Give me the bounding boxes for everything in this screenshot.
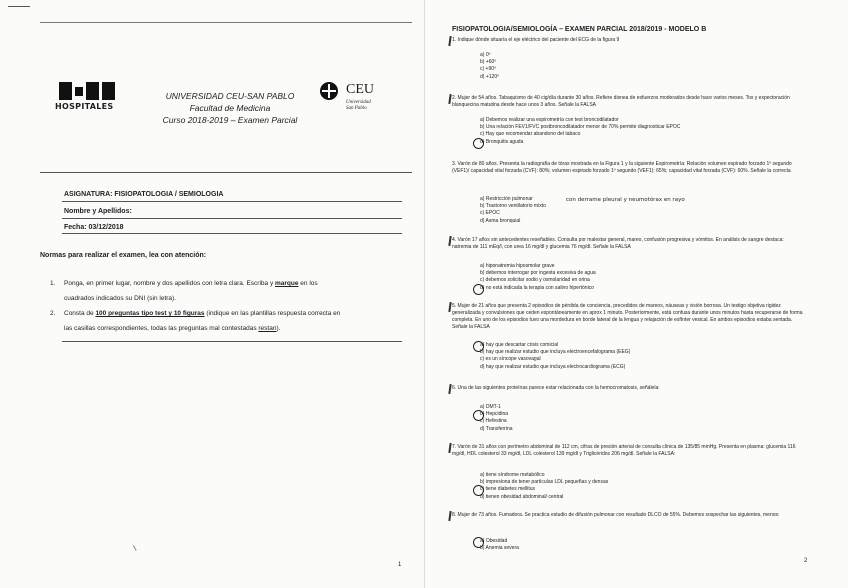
handwritten-annotation-q3: con derrame pleural y neumotórax en rayo: [566, 197, 685, 203]
date-field: Fecha: 03/12/2018: [64, 224, 124, 231]
option-q7-c[interactable]: c) tiene diabetes mellitus: [480, 486, 608, 493]
option-q8-b[interactable]: b) Anemia severa: [480, 545, 519, 552]
option-q5-a[interactable]: a) hay que descartar crisis comicial: [480, 342, 630, 349]
option-q6-d[interactable]: d) Transferrina: [480, 425, 513, 432]
university-block: [152, 90, 308, 126]
instruction-2: 2. Consta de 100 preguntas tipo test y 10 figuras (indique en las plantillas respuesta correcta en las casillas correspondientes, todas las preguntas mal contestadas restan).: [50, 310, 341, 332]
option-q3-b[interactable]: b) Trastorno ventilatorio mixto: [480, 203, 546, 210]
pen-mark: [133, 543, 140, 551]
exam-title: FISIOPATOLOGIA/SEMIOLOGÍA – EXAMEN PARCIAL 2018/2019 - MODELO B: [452, 26, 707, 33]
hm-hospitales-logo: [55, 82, 115, 111]
question-5: 5. Mujer de 21 años que presenta 2 episodios de pérdida de conciencia, precedidos de mareos, náuseas y visión borrosa. Un testigo objetiva rigidez generalizada y convulsiones que ceden espontáneamente en aprox 1 minuto. Posteriormente, está confusa durante unos minutos hasta recuperarse de forma completa. En uno de los episodios tuvo una mordedura en borde lateral de la lengua y relajación de esfínter vesical. En ambos episodios estaba sentada. Señale la FALSA: [452, 303, 803, 330]
option-q2-a[interactable]: a) Debemos realizar una espirometría con test broncodilatador: [480, 117, 619, 123]
subject-rule: [62, 201, 402, 202]
ceu-cross-icon: [320, 82, 338, 100]
corner-mark: [8, 6, 30, 7]
option-q7-b[interactable]: b) impresiona de tener partículas LDL pequeñas y densas: [480, 479, 609, 486]
option-q4-b[interactable]: b) debemos interrogar por ingesta excesiva de agua: [480, 270, 596, 277]
header-rule: [40, 172, 412, 173]
options-q8: [480, 538, 519, 552]
instructions-rule: [62, 341, 402, 342]
option-q5-c[interactable]: c) es un síncope vasovagal: [480, 356, 541, 363]
option-q6-c[interactable]: c) Hefestina: [480, 418, 507, 425]
instruction-1: 1. Ponga, en primer lugar, nombre y dos apellidos con letra clara. Escriba y marque en los cuadrados indicados su DNI (sin letra).: [50, 280, 318, 302]
subject-field: ASIGNATURA: FISIOPATOLOGIA / SEMIOLOGIA: [64, 191, 224, 198]
question-1: 1. Indique dónde situaría el eje eléctrico del paciente del ECG de la figura 9: [452, 37, 620, 43]
question-4: 4. Varón 17 años sin antecedentes reseñables. Consulta por malestar general, mareo, confusión progresiva y vómitos. En análisis de sangre destaca: natremia de 111 mEq/l, con urea 16 mg/dl y glucemia 76 mg/dl. Señale la FALSA: [452, 237, 784, 250]
options-q3: [480, 196, 546, 225]
option-q3-a[interactable]: a) Restricción pulmonar: [480, 196, 533, 202]
option-q7-d[interactable]: d) tienen obesidad abdominal/ central: [480, 493, 564, 500]
options-q7: [480, 472, 608, 501]
option-q4-d[interactable]: d) no está indicada la terapia con salino hipertónico: [480, 285, 596, 292]
question-7: 7. Varón de 31 años con perímetro abdominal de 112 cm, cifras de presión arterial de consulta clínica de 135/85 mmHg. Presenta en plasma: glucemia 116 mg/dl, HDL colesterol 33 mg/dl, LDL colesterol 139 mg/dl y Triglicéridos 206 mg/dl. Señale la FALSA:: [452, 444, 796, 457]
options-q4: [480, 263, 596, 292]
options-q5: [480, 342, 630, 371]
option-q8-a[interactable]: a) Obesidad: [480, 538, 519, 545]
question-3: 3. Varón de 80 años. Presenta la radiografía de tórax mostrada en la Figura 1 y la siguiente Espirometría: Relación volumen espirado forzado 1º segundo (VEF1)/ capacidad vital forzada (CVF): 80%; volumen espirado forzado 1º segundo (VEF1): 65%; capacidad vital forzada (CVF): 60%. Señale la correcta: [452, 161, 792, 174]
question-8: 8. Mujer de 73 años. Fumadora. Se practica estudio de difusión pulmonar con resultado DLCO de 55%. Debemos sospechar las siguientes, menos:: [452, 512, 780, 518]
answer-circle-q2: [473, 138, 484, 149]
question-6: 6. Una de las siguientes proteínas parece estar relacionada con la hemocromatosis, señálela:: [452, 385, 660, 391]
option-q2-d[interactable]: d) Bronquitis aguda: [480, 139, 680, 146]
date-rule: [62, 233, 402, 234]
option-q4-a[interactable]: a) hiponatremia hiposmolar grave: [480, 263, 555, 269]
hm-logo-icon: [59, 82, 115, 100]
options-q2: [480, 117, 680, 146]
ceu-logo-text: CEU: [346, 82, 374, 97]
options-q6: [480, 404, 513, 433]
option-q5-b[interactable]: b) hay que realizar estudio que incluya electroencefalograma (EEG): [480, 349, 631, 356]
option-q4-c[interactable]: c) debemos solicitar sodio y osmolaridad en orina: [480, 277, 590, 284]
university-name: UNIVERSIDAD CEU-SAN PABLO: [165, 91, 295, 101]
options-q1: [480, 52, 499, 81]
option-q2-c[interactable]: c) Hay que recomendar abandono del tabaco: [480, 131, 581, 138]
option-q1-c[interactable]: c) +90º: [480, 66, 496, 73]
top-rule: [40, 22, 412, 23]
option-q1-d[interactable]: d) +120º: [480, 73, 499, 80]
faculty-name: Facultad de Medicina: [189, 103, 271, 113]
page-number-right: 2: [804, 558, 808, 564]
answer-circle-q4: [473, 284, 484, 295]
name-rule: [62, 218, 402, 219]
option-q6-a[interactable]: a) DMT-1: [480, 404, 501, 410]
option-q3-c[interactable]: c) EPOC: [480, 210, 500, 217]
ceu-logo-sub: Universidad San Pablo: [346, 100, 371, 111]
option-q7-a[interactable]: a) tiene síndrome metabólico: [480, 472, 545, 478]
option-q1-a[interactable]: a) 0º: [480, 52, 491, 58]
option-q2-b[interactable]: b) Una relación FEV1/FVC postbroncodilatador menor de 70% permite diagnosticar EPOC: [480, 124, 681, 131]
option-q3-d[interactable]: d) Asma bronquial: [480, 217, 521, 224]
instructions-title: Normas para realizar el examen, lea con atención:: [40, 252, 207, 259]
hm-logo-text: HOSPITALES: [55, 102, 114, 111]
option-q1-b[interactable]: b) +60º: [480, 59, 497, 66]
option-q5-d[interactable]: d) hay que realizar estudio que incluya electrocardiograma (ECG): [480, 363, 626, 370]
name-field: Nombre y Apellidos:: [64, 208, 132, 215]
page-number-left: 1: [398, 562, 402, 568]
question-2: 2. Mujer de 54 años. Tabaquismo de 40 cig/día durante 30 años. Refiere disnea de esfuerzos moderados desde hace varios meses. Tos y expectoración blanquecina matutina desde hace unos 3 años. Señale la FALSA: [452, 95, 790, 108]
course-name: Curso 2018-2019 – Examen Parcial: [162, 115, 298, 125]
option-q6-b[interactable]: b) Hepcidina: [480, 411, 513, 418]
